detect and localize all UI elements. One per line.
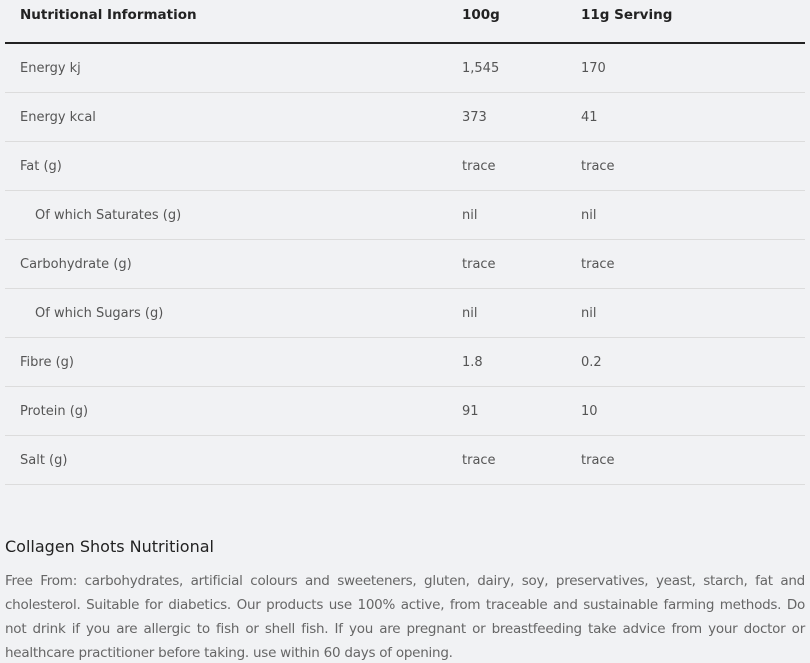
table-row [5, 338, 805, 387]
row-100g-value: 1,545 [447, 43, 566, 93]
section-title: Collagen Shots Nutritional [5, 537, 214, 556]
header-serving: 11g Serving [566, 0, 805, 43]
row-label: Salt (g) [5, 436, 447, 485]
row-label: Carbohydrate (g) [5, 240, 447, 289]
row-label: Of which Sugars (g) [5, 289, 447, 338]
table-row [5, 289, 805, 338]
table-header-row [5, 0, 805, 43]
row-100g-value: trace [447, 436, 566, 485]
table-row [5, 387, 805, 436]
row-serving-value: 10 [566, 387, 805, 436]
row-100g-value: trace [447, 142, 566, 191]
row-100g-value: 373 [447, 93, 566, 142]
row-100g-value: trace [447, 240, 566, 289]
row-100g-value: nil [447, 289, 566, 338]
row-serving-value: nil [566, 191, 805, 240]
row-serving-value: 0.2 [566, 338, 805, 387]
table-row [5, 436, 805, 485]
row-serving-value: 170 [566, 43, 805, 93]
nutrition-table [5, 0, 805, 485]
table-row [5, 93, 805, 142]
row-label: Energy kcal [5, 93, 447, 142]
row-serving-value: trace [566, 142, 805, 191]
table-row [5, 142, 805, 191]
table-row [5, 240, 805, 289]
section-description: Free From: carbohydrates, artificial colours and sweeteners, gluten, dairy, soy, preservatives, yeast, starch, fat and cholesterol. Suitable for diabetics. Our products use 100% active, from traceable and sustainable farming methods. Do not drink if you are allergic to fish or shell fish. If you are pregnant or breastfeeding take advice from your doctor or healthcare practitioner before taking. use within 60 days of opening. [5, 573, 805, 661]
row-label: Fat (g) [5, 142, 447, 191]
row-label: Of which Saturates (g) [5, 191, 447, 240]
header-100g: 100g [447, 0, 566, 43]
row-label: Fibre (g) [5, 338, 447, 387]
row-100g-value: 91 [447, 387, 566, 436]
row-serving-value: trace [566, 240, 805, 289]
row-serving-value: trace [566, 436, 805, 485]
row-serving-value: 41 [566, 93, 805, 142]
table-row [5, 43, 805, 93]
row-label: Energy kj [5, 43, 447, 93]
row-100g-value: 1.8 [447, 338, 566, 387]
table-row [5, 191, 805, 240]
row-serving-value: nil [566, 289, 805, 338]
row-label: Protein (g) [5, 387, 447, 436]
row-100g-value: nil [447, 191, 566, 240]
header-nutritional-information: Nutritional Information [5, 0, 447, 43]
